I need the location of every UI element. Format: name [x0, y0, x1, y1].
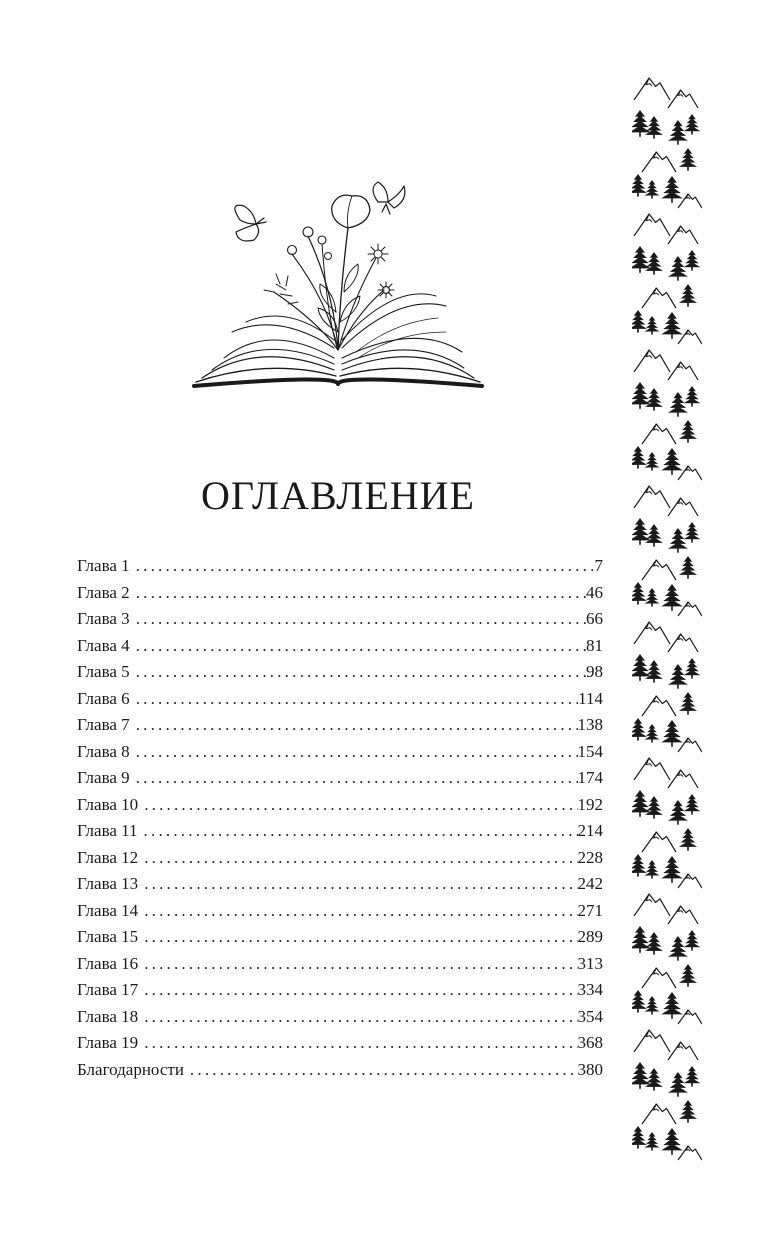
toc-entry-label: Глава 14 [77, 900, 139, 920]
toc-entry-12[interactable] [77, 845, 603, 872]
toc-entry-1[interactable] [77, 553, 603, 580]
page-title: ОГЛАВЛЕНИЕ [201, 473, 475, 518]
toc-entry-19[interactable] [77, 1030, 603, 1057]
dot-leader [136, 553, 595, 580]
dot-leader [144, 871, 577, 898]
open-book-with-flowers-icon [188, 172, 488, 394]
toc-entry-17[interactable] [77, 977, 603, 1004]
toc-entry-5[interactable] [77, 659, 603, 686]
dot-leader [144, 1004, 577, 1031]
toc-entry-label: Глава 11 [77, 821, 138, 840]
toc-entry-label: Глава 2 [77, 582, 130, 602]
dot-leader [144, 1030, 577, 1057]
toc-entry-6[interactable] [77, 686, 603, 713]
dot-leader [144, 898, 577, 925]
toc-entry-label: Глава 6 [77, 688, 130, 708]
toc-entry-3[interactable] [77, 606, 603, 633]
toc-entry-page: 242 [577, 874, 603, 893]
toc-entry-2[interactable] [77, 580, 603, 607]
toc-entry-label: Глава 13 [77, 874, 139, 893]
dot-leader [136, 686, 578, 713]
toc-entry-page: 334 [577, 980, 603, 999]
toc-entry-label: Глава 15 [77, 927, 139, 946]
toc-entry-page: 114 [578, 688, 603, 708]
toc-entry-page: 98 [586, 662, 603, 681]
toc-entry-label: Глава 4 [77, 635, 130, 655]
toc-entry-page: 368 [577, 1033, 603, 1052]
toc-entry-page: 228 [577, 847, 603, 867]
toc-entry-13[interactable] [77, 871, 603, 898]
toc-entry-page: 81 [586, 635, 603, 655]
toc-entry-page: 271 [577, 900, 603, 920]
toc-entry-label: Глава 9 [77, 768, 130, 787]
toc-entry-label: Глава 7 [77, 715, 130, 734]
table-of-contents [77, 553, 603, 1083]
toc-entry-label: Глава 16 [77, 953, 139, 973]
toc-entry-7[interactable] [77, 712, 603, 739]
dot-leader [136, 633, 586, 660]
toc-entry-9[interactable] [77, 765, 603, 792]
dot-leader [144, 951, 577, 978]
toc-entry-page: 138 [577, 715, 603, 734]
toc-entry-label: Глава 3 [77, 609, 130, 628]
toc-entry-page: 46 [586, 582, 603, 602]
toc-entry-8[interactable] [77, 739, 603, 766]
toc-entry-label: Благодарности [77, 1059, 184, 1079]
dot-leader [136, 765, 578, 792]
toc-entry-label: Глава 18 [77, 1006, 139, 1026]
dot-leader [144, 818, 578, 845]
toc-entry-14[interactable] [77, 898, 603, 925]
toc-entry-label: Глава 5 [77, 662, 130, 681]
toc-entry-4[interactable] [77, 633, 603, 660]
mountains-and-fir-trees-pattern-icon [632, 76, 702, 1164]
toc-entry-label: Глава 17 [77, 980, 139, 999]
toc-entry-15[interactable] [77, 924, 603, 951]
toc-entry-label: Глава 12 [77, 847, 139, 867]
toc-entry-acknowledgements[interactable] [77, 1057, 603, 1084]
toc-entry-page: 7 [594, 556, 603, 575]
toc-entry-18[interactable] [77, 1004, 603, 1031]
dot-leader [144, 792, 577, 819]
toc-entry-label: Глава 19 [77, 1033, 139, 1052]
toc-entry-page: 192 [577, 794, 603, 814]
dot-leader [136, 712, 578, 739]
dot-leader [136, 739, 578, 766]
toc-entry-11[interactable] [77, 818, 603, 845]
toc-entry-page: 214 [577, 821, 603, 840]
toc-entry-16[interactable] [77, 951, 603, 978]
toc-entry-page: 380 [577, 1059, 603, 1079]
dot-leader [144, 924, 577, 951]
dot-leader [144, 977, 577, 1004]
toc-entry-label: Глава 8 [77, 741, 130, 761]
dot-leader [144, 845, 577, 872]
dot-leader [136, 659, 586, 686]
toc-entry-page: 313 [577, 953, 603, 973]
toc-entry-page: 174 [577, 768, 603, 787]
toc-entry-page: 354 [577, 1006, 603, 1026]
toc-entry-10[interactable] [77, 792, 603, 819]
dot-leader [136, 606, 586, 633]
toc-entry-page: 66 [586, 609, 603, 628]
toc-entry-label: Глава 10 [77, 794, 139, 814]
toc-entry-page: 289 [577, 927, 603, 946]
toc-entry-label: Глава 1 [77, 556, 130, 575]
dot-leader [190, 1057, 578, 1084]
dot-leader [136, 580, 586, 607]
toc-entry-page: 154 [577, 741, 603, 761]
